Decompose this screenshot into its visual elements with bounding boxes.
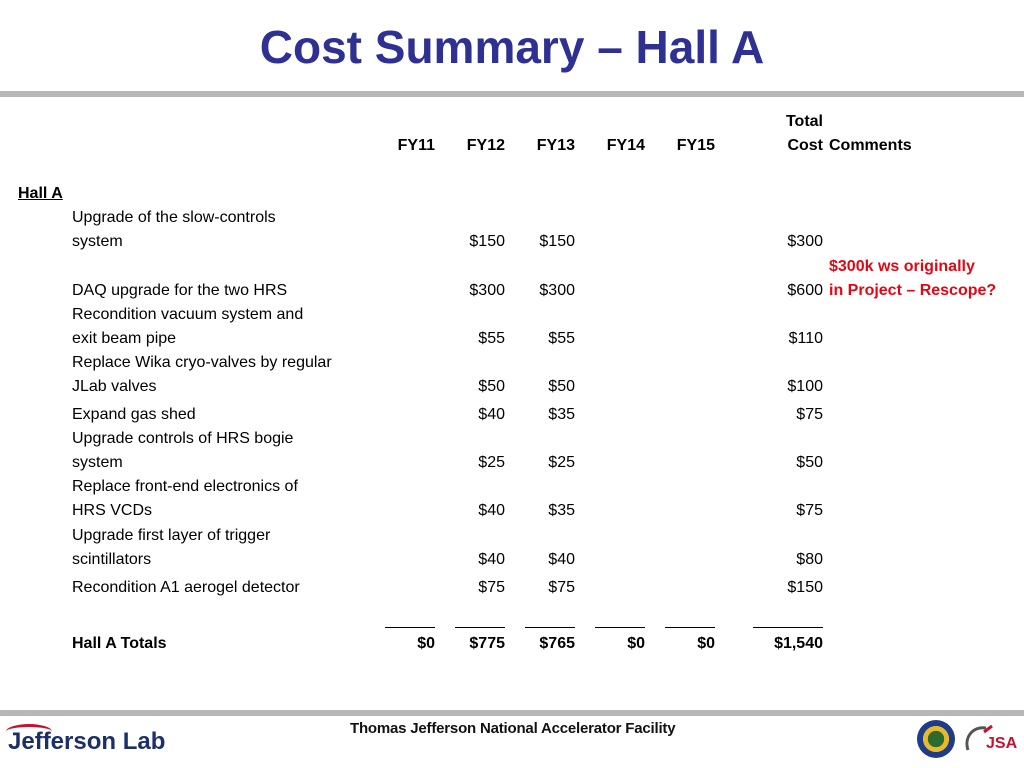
row-fy13: $35 [548,406,575,423]
totals-fy12: $775 [469,635,505,652]
total-rule-fy14 [595,627,645,628]
row-fy12: $75 [478,579,505,596]
section-label: Hall A [18,185,63,202]
row-description: Upgrade of the slow-controls [72,209,276,226]
header-fy11: FY11 [397,137,435,154]
row-total: $75 [796,406,823,423]
row-comment: $300k ws originally [829,258,975,275]
row-description: DAQ upgrade for the two HRS [72,282,288,299]
row-fy12: $150 [469,233,505,250]
header-fy13: FY13 [536,137,575,154]
row-description: Recondition vacuum system and [72,306,304,323]
total-rule-fy12 [455,627,505,628]
row-fy12: $40 [478,502,505,519]
facility-name: Thomas Jefferson National Accelerator Facility [350,720,676,737]
top-divider [0,91,1024,97]
row-fy13: $25 [548,454,575,471]
row-description: Upgrade controls of HRS bogie [72,430,294,447]
row-fy13: $150 [539,233,575,250]
row-description: HRS VCDs [72,502,153,519]
row-description: system [72,233,123,250]
row-total: $150 [787,579,823,596]
row-description: scintillators [72,551,152,568]
row-fy13: $300 [539,282,575,299]
row-fy12: $40 [478,406,505,423]
row-total: $100 [787,378,823,395]
row-description: Replace Wika cryo-valves by regular [72,354,332,371]
row-fy12: $300 [469,282,505,299]
row-description: Replace front-end electronics of [72,478,298,495]
row-total: $600 [787,282,823,299]
totals-fy14: $0 [627,635,645,652]
header-comments: Comments [829,137,912,154]
row-fy12: $40 [478,551,505,568]
total-rule-total [753,627,823,628]
row-description: exit beam pipe [72,330,177,347]
jsa-logo-text: JSA [986,735,1018,752]
row-description: system [72,454,123,471]
header-total-line1: Total [785,113,823,130]
row-total: $110 [788,330,823,347]
jefferson-lab-logo: Jefferson Lab [8,728,166,755]
row-fy12: $25 [478,454,505,471]
row-description: Recondition A1 aerogel detector [72,579,300,596]
row-fy13: $55 [548,330,575,347]
jsa-logo-icon [962,720,1022,760]
row-total: $75 [796,502,823,519]
row-fy13: $40 [548,551,575,568]
totals-total: $1,540 [774,635,823,652]
total-rule-fy15 [665,627,715,628]
header-total-line2: Cost [787,137,823,154]
row-description: Upgrade first layer of trigger [72,527,271,544]
total-rule-fy11 [385,627,435,628]
row-total: $300 [787,233,823,250]
row-total: $50 [796,454,823,471]
header-fy12: FY12 [466,137,505,154]
row-fy13: $35 [548,502,575,519]
doe-seal-icon [917,720,955,758]
row-fy13: $50 [548,378,575,395]
header-fy15: FY15 [676,137,715,154]
row-description: Expand gas shed [72,406,196,423]
slide-title: Cost Summary – Hall A [259,21,765,73]
row-fy13: $75 [548,579,575,596]
header-fy14: FY14 [606,137,645,154]
totals-label: Hall A Totals [72,635,167,652]
bottom-divider [0,710,1024,716]
row-fy12: $55 [478,330,505,347]
row-fy12: $50 [478,378,505,395]
totals-fy11: $0 [417,635,435,652]
row-comment: in Project – Rescope? [829,282,997,299]
total-rule-fy13 [525,627,575,628]
totals-fy13: $765 [539,635,575,652]
row-total: $80 [796,551,823,568]
totals-fy15: $0 [697,635,715,652]
row-description: JLab valves [72,378,157,395]
